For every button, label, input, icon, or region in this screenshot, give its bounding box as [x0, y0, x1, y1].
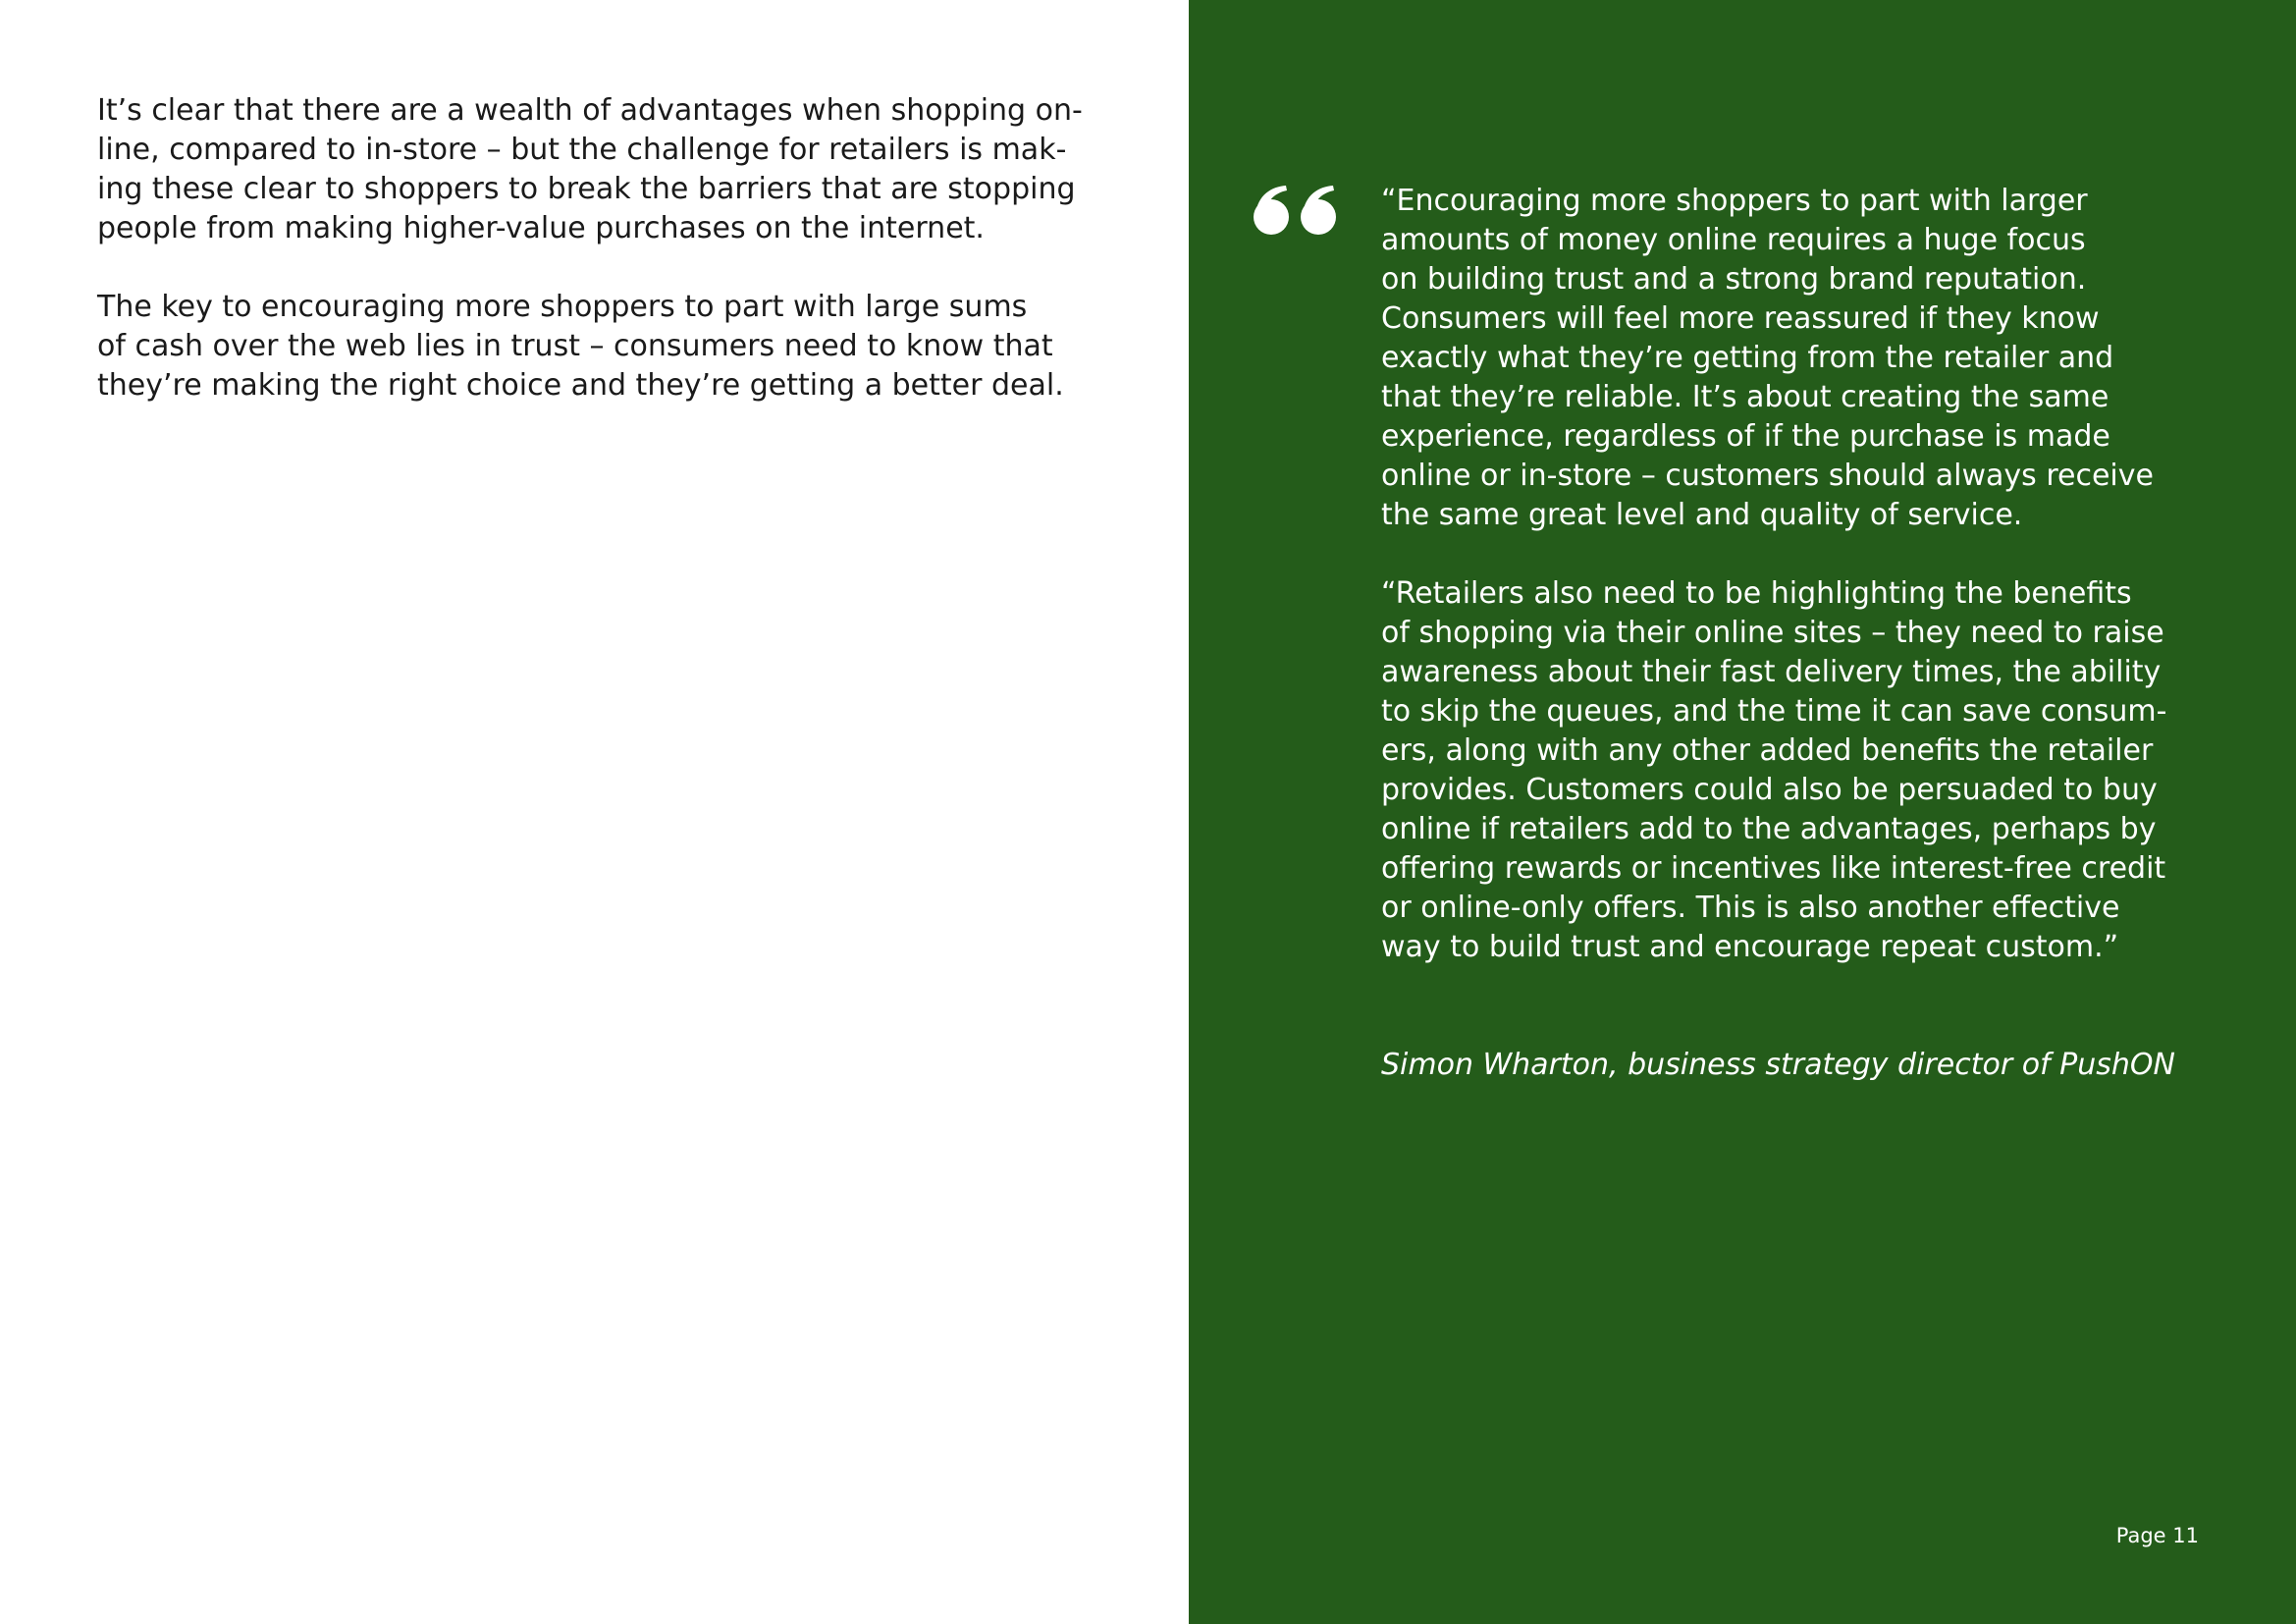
- quote-mark-icon: [1253, 185, 1341, 236]
- body-paragraph-1: It’s clear that there are a wealth of advantages when shopping on- line, compared to in-store – but the challenge for retailers is mak- ing these clear to shoppers to break the barriers that are stopping people from making higher-value purchases on the internet.: [97, 93, 1083, 245]
- body-paragraph-2: The key to encouraging more shoppers to part with large sums of cash over the web lies in trust – consumers need to know that they’re making the right choice and they’re getting a better deal.: [97, 290, 1064, 403]
- quote-text: [1381, 182, 2245, 1006]
- page-number: Page 11: [2115, 1524, 2199, 1547]
- quote-paragraph-1: “Encouraging more shoppers to part with larger amounts of money online requires a huge focus on building trust and a strong brand reputation. Consumers will feel more reassured if they know exactly what they’re getting from the retailer and that they’re reliable. It’s about creating the same experience, regardless of if the purchase is made online or in-store – customers should always receive the same great level and quality of service.: [1381, 184, 2154, 532]
- quote-paragraph-2: “Retailers also need to be highlighting the benefits of shopping via their online sites – they need to raise awareness about their fast delivery times, the ability to skip the queues, and the time it can save consum- ers, along with any other added benefits the retailer provides. Customers could also be persuaded to buy online if retailers add to the advantages, perhaps by offering rewards or incentives like interest-free credit or online-only offers. This is also another effective way to build trust and encourage repeat custom.”: [1381, 576, 2167, 964]
- body-text: [97, 91, 1098, 445]
- quote-attribution: Simon Wharton, business strategy director of PushON: [1381, 1048, 2175, 1082]
